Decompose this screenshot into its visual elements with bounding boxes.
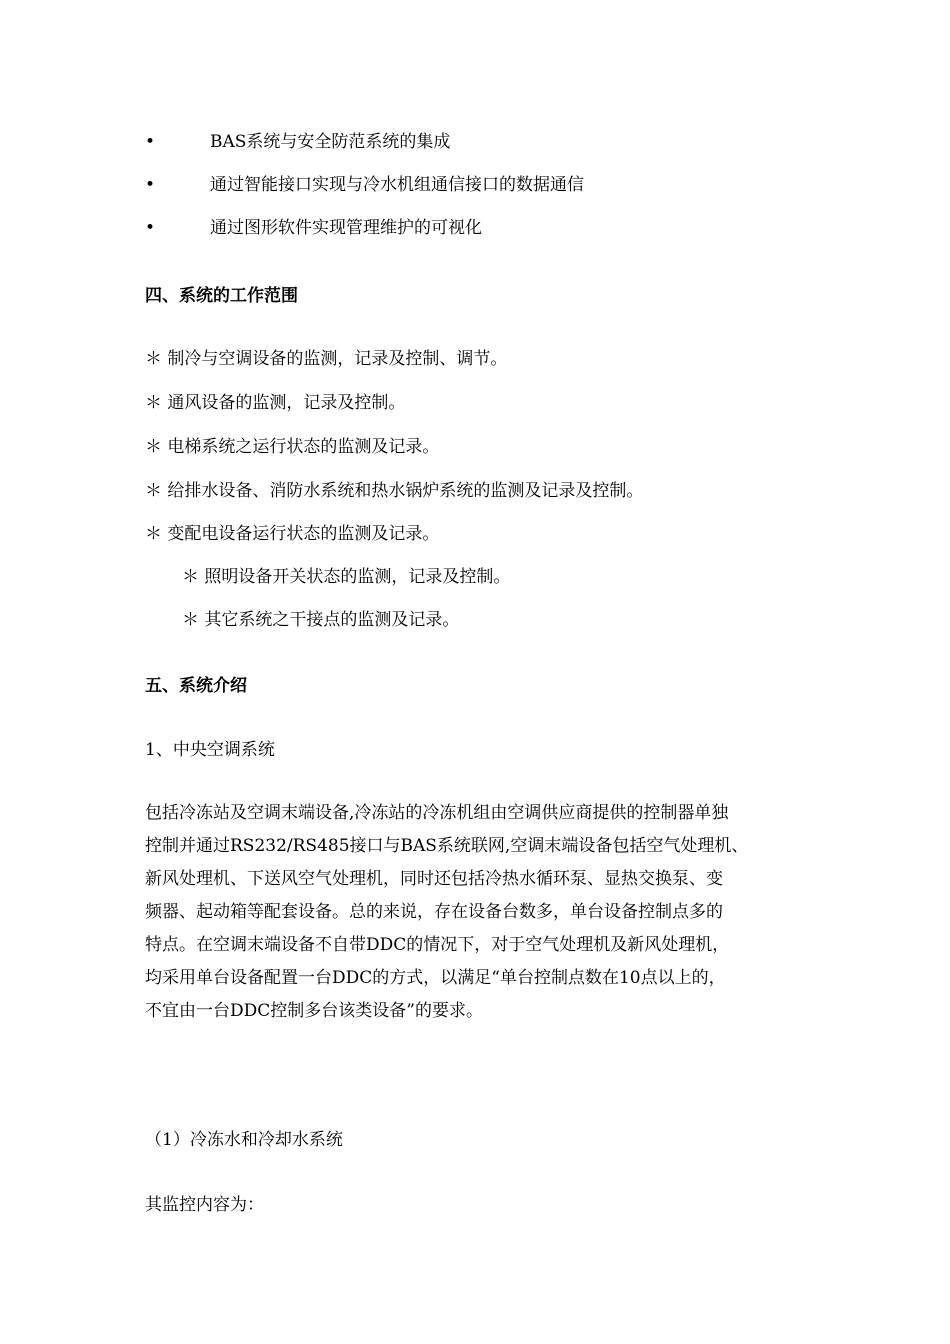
paragraph-line: 频器、起动箱等配套设备。总的来说，存在设备台数多，单台设备控制点多的 [145,902,723,922]
paragraph-line: 新风处理机、下送风空气处理机，同时还包括冷热水循环泵、显热交换泵、变 [145,869,723,889]
scope-item: ＊ 变配电设备运行状态的监测及记录。 [145,524,440,544]
paragraph-line: 特点。在空调末端设备不自带DDC的情况下，对于空气处理机及新风处理机， [145,935,730,955]
scope-item: ＊ 给排水设备、消防水系统和热水锅炉系统的监测及记录及控制。 [145,481,644,501]
bullet-item: 通过图形软件实现管理维护的可视化 [210,218,482,238]
section4-heading: 四、系统的工作范围 [145,286,298,306]
scope-subitem: ＊ 照明设备开关状态的监测，记录及控制。 [182,567,511,587]
section5-heading: 五、系统介绍 [145,676,247,696]
monitor-label: 其监控内容为： [145,1195,264,1215]
scope-item: ＊ 通风设备的监测，记录及控制。 [145,393,406,413]
subsection-heading: 1、中央空调系统 [145,740,275,760]
scope-subitem: ＊ 其它系统之干接点的监测及记录。 [182,610,460,630]
bullet-item: 通过智能接口实现与冷水机组通信接口的数据通信 [210,175,584,195]
paragraph-line: 不宜由一台DDC控制多台该类设备”的要求。 [145,1001,483,1021]
item-heading: （1）冷冻水和冷却水系统 [145,1130,343,1150]
paragraph-line: 控制并通过RS232/RS485接口与BAS系统联网,空调末端设备包括空气处理机、 [145,836,749,856]
scope-item: ＊ 电梯系统之运行状态的监测及记录。 [145,437,440,457]
paragraph-line: 包括冷冻站及空调末端设备,冷冻站的冷冻机组由空调供应商提供的控制器单独 [145,803,729,823]
bullet-item: BAS系统与安全防范系统的集成 [210,132,451,152]
central-ac-paragraph [145,797,810,1028]
paragraph-line: 均采用单台设备配置一台DDC的方式，以满足“单台控制点数在10点以上的， [145,968,726,988]
bullet-glyph: • [145,132,156,152]
bullet-glyph: • [145,175,156,195]
bullet-glyph: • [145,218,156,238]
scope-item: ＊ 制冷与空调设备的监测，记录及控制、调节。 [145,349,508,369]
